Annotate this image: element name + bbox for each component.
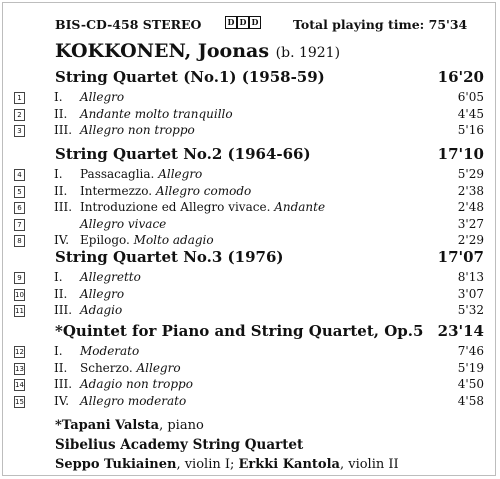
track-duration: 2'48	[457, 200, 484, 214]
member-role: , violin II	[339, 457, 399, 472]
track-duration: 2'29	[457, 233, 484, 247]
movement-tempo: Allegro comodo	[155, 183, 252, 198]
movement-title	[80, 270, 141, 284]
member-name: Seppo Tukiainen	[55, 457, 177, 472]
track-number: 5	[14, 186, 25, 198]
track-duration: 5'29	[457, 167, 484, 181]
movement-tempo: Allegretto	[80, 270, 141, 284]
track-duration: 7'46	[457, 344, 484, 358]
movement-numeral: I.	[54, 90, 63, 104]
track-row	[14, 107, 484, 123]
movement-numeral: I.	[54, 270, 63, 284]
movement-plain: Epilogo.	[80, 233, 134, 247]
movement-title	[80, 107, 233, 121]
movement-numeral: II.	[54, 286, 68, 301]
movement-numeral: III.	[54, 123, 73, 137]
track-row	[14, 217, 484, 233]
track-duration: 8'13	[457, 270, 484, 284]
track-row	[14, 344, 484, 360]
header-line	[55, 14, 490, 34]
composer-heading	[55, 40, 340, 62]
track-row	[14, 123, 484, 139]
work-title: String Quartet (No.1) (1958-59)	[55, 68, 325, 86]
composer-dates: (b. 1921)	[275, 45, 341, 61]
track-duration: 3'07	[457, 286, 484, 301]
movement-tempo: Andante	[274, 200, 326, 214]
movement-numeral: I.	[54, 344, 63, 358]
movement-plain: Passacaglia.	[80, 167, 159, 181]
track-duration: 4'45	[457, 106, 484, 121]
work-title: String Quartet No.2 (1964-66)	[55, 145, 311, 163]
work-title: *Quintet for Piano and String Quartet, Op.5	[55, 322, 424, 340]
movement-tempo: Allegro moderato	[80, 393, 187, 408]
ddd-letter: D	[225, 16, 237, 29]
movement-plain: Introduzione ed Allegro vivace.	[80, 200, 275, 214]
soloist	[55, 418, 204, 433]
work-title: String Quartet No.3 (1976)	[55, 248, 284, 266]
track-number: 7	[14, 219, 25, 231]
movement-title	[80, 303, 122, 317]
track-number: 1	[14, 92, 25, 104]
movement-numeral: IV.	[54, 393, 70, 408]
movement-numeral: III.	[54, 377, 73, 391]
work-duration: 17'10	[437, 145, 484, 163]
movement-tempo: Allegro	[80, 90, 125, 104]
movement-title	[80, 394, 186, 408]
track-number: 2	[14, 109, 25, 121]
movement-title	[80, 233, 214, 247]
movement-title	[80, 200, 325, 214]
track-number: 12	[15, 348, 24, 356]
soloist-name: *Tapani Valsta	[55, 418, 160, 433]
track-row	[14, 233, 484, 249]
track-number: 11	[15, 307, 24, 315]
track-row	[14, 303, 484, 319]
movement-numeral: II.	[54, 183, 68, 198]
quartet-members	[55, 457, 399, 472]
track-duration: 4'58	[457, 393, 484, 408]
track-duration: 6'05	[457, 90, 484, 104]
track-row	[14, 167, 484, 183]
member-role: , violin I;	[176, 457, 239, 472]
track-duration: 3'27	[457, 216, 484, 231]
movement-tempo: Allegro vivace	[80, 216, 167, 231]
movement-tempo: Molto adagio	[133, 233, 214, 247]
movement-numeral: IV.	[54, 233, 70, 247]
work-duration: 17'07	[437, 248, 484, 266]
track-number: 14	[15, 381, 24, 389]
track-duration: 5'19	[457, 360, 484, 375]
movement-tempo: Allegro	[80, 286, 125, 301]
track-duration: 2'38	[457, 183, 484, 198]
movement-numeral: II.	[54, 106, 68, 121]
ddd-letter: D	[249, 16, 261, 29]
movement-title	[80, 287, 124, 301]
total-playing-time: Total playing time: 75'34	[293, 17, 468, 32]
track-duration: 5'16	[457, 123, 484, 137]
movement-tempo: Allegro	[158, 167, 203, 181]
movement-title	[80, 167, 202, 181]
track-number: 8	[14, 235, 25, 247]
movement-numeral: II.	[54, 360, 68, 375]
track-row	[14, 394, 484, 410]
movement-tempo: Adagio	[80, 303, 123, 317]
track-row	[14, 270, 484, 286]
composer-name: KOKKONEN, Joonas	[55, 40, 270, 62]
track-number: 9	[14, 272, 25, 284]
track-row	[14, 184, 484, 200]
track-row	[14, 200, 484, 216]
track-number: 13	[15, 364, 24, 373]
movement-title	[80, 123, 195, 137]
track-duration: 4'50	[457, 377, 484, 391]
movement-title	[80, 90, 124, 104]
movement-tempo: Andante molto tranquillo	[80, 106, 233, 121]
catalog-number: BIS-CD-458 STEREO	[55, 17, 202, 32]
movement-tempo: Adagio non troppo	[80, 377, 193, 391]
soloist-role: , piano	[159, 418, 204, 433]
movement-tempo: Allegro non troppo	[80, 123, 195, 137]
track-number: 10	[15, 290, 24, 299]
movement-title	[80, 184, 251, 198]
ddd-letter: D	[237, 16, 249, 29]
movement-title	[80, 217, 166, 231]
track-row	[14, 287, 484, 303]
work-duration: 16'20	[437, 68, 484, 86]
movement-plain: Scherzo.	[80, 360, 137, 375]
track-number: 4	[14, 169, 25, 181]
track-number: 3	[14, 125, 25, 137]
ddd-code	[225, 16, 261, 29]
movement-tempo: Moderato	[80, 344, 140, 358]
track-row	[14, 90, 484, 106]
work-duration: 23'14	[437, 322, 484, 340]
ensemble-name: Sibelius Academy String Quartet	[55, 437, 304, 453]
track-duration: 5'32	[457, 303, 484, 317]
movement-numeral: III.	[54, 303, 73, 317]
movement-numeral: III.	[54, 200, 73, 214]
track-row	[14, 377, 484, 393]
movement-title	[80, 361, 181, 375]
movement-plain: Intermezzo.	[80, 183, 156, 198]
track-number: 15	[15, 397, 24, 406]
movement-numeral: I.	[54, 167, 63, 181]
movement-tempo: Allegro	[136, 360, 181, 375]
movement-title	[80, 377, 193, 391]
track-number: 6	[14, 202, 25, 214]
member-name: Erkki Kantola	[238, 457, 340, 472]
movement-title	[80, 344, 139, 358]
track-row	[14, 361, 484, 377]
